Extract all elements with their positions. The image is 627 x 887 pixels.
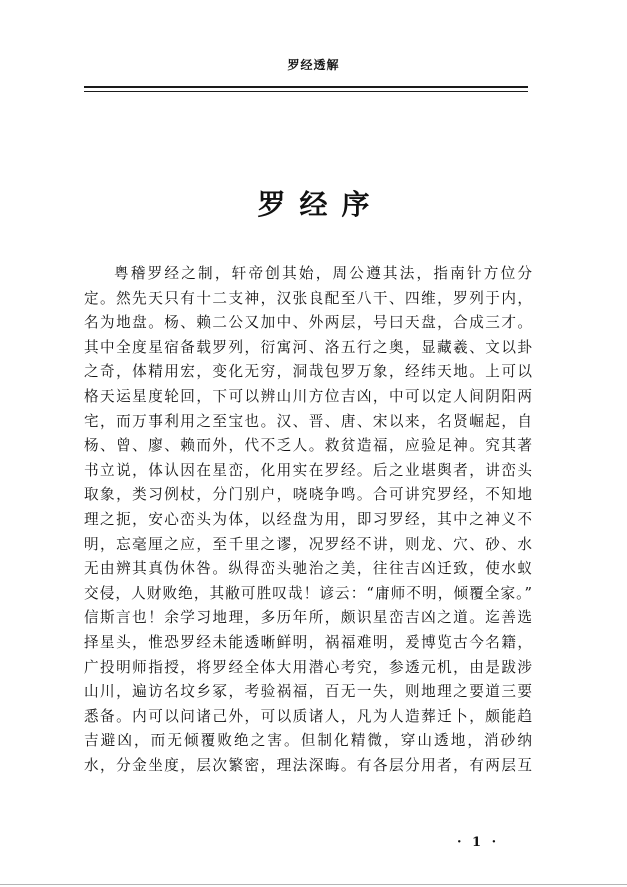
text-line: 水，分金坐度，层次繁密，理法深晦。有各层分用者，有两层互 <box>84 756 532 774</box>
text-line: 无由辨其真伪休咎。纵得峦头驰治之美，往往吉凶迁致，使水蚁 <box>84 560 532 578</box>
text-line: 其中全度星宿备载罗列，衍寓河、洛五行之奥，显藏羲、文以卦 <box>84 338 532 356</box>
header-rule-thick <box>84 86 528 88</box>
text-line: 交侵，人财败绝，其敝可胜叹哉！谚云：“庸师不明，倾覆全家。” <box>84 584 532 602</box>
text-line: 名为地盘。杨、赖二公又加中、外两层，号曰天盘，合成三才。 <box>84 314 532 332</box>
chapter-title: 罗经序 <box>257 188 384 221</box>
text-line: 取象，类习例杖，分门别户，哓哓争鸣。合可讲究罗经，不知地 <box>84 486 532 504</box>
running-head: 罗经透解 <box>287 58 340 72</box>
text-line: 书立说，体认因在星峦，化用实在罗经。后之业堪舆者，讲峦头 <box>84 461 532 479</box>
text-line: 之奇，体精用宏，变化无穷，洞哉包罗万象，经纬天地。上可以 <box>84 363 532 381</box>
text-line: 山川，遍访名坟乡冢，考验祸福，百无一失，则地理之要道三要 <box>84 683 532 701</box>
text-line: 宅，而万事利用之至宝也。汉、晋、唐、宋以来，名贤崛起，自 <box>84 412 532 430</box>
page-number: · 1 · <box>457 835 500 850</box>
text-line: 定。然先天只有十二支神，汉张良配至八干、四维，罗列于内， <box>84 289 532 307</box>
text-line: 广投明师指授，将罗经全体大用潜心考究，参透元机，由是跋涉 <box>84 658 532 676</box>
text-line: 明，忘毫厘之应，至千里之谬，况罗经不讲，则龙、穴、砂、水 <box>84 535 532 553</box>
text-line: 粤稽罗经之制，轩帝创其始，周公遵其法，指南针方位分 <box>114 265 532 282</box>
text-line: 杨、曾、廖、赖而外，代不乏人。救贫造福，应验足神。究其著 <box>84 437 532 455</box>
text-line: 理之扼，安心峦头为体，以经盘为用，即习罗经，其中之神义不 <box>84 510 532 528</box>
body-text <box>84 262 532 778</box>
text-line: 吉避凶，而无倾覆败绝之害。但制化精微，穿山透地，消砂纳 <box>84 732 532 750</box>
text-line: 格天运星度轮回，下可以辨山川方位吉凶，中可以定人间阴阳两 <box>84 387 532 405</box>
scan-bottom-edge <box>0 884 627 885</box>
text-line: 信斯言也！余学习地理，多历年所，颇识星峦吉凶之道。迄善选 <box>84 609 532 627</box>
text-line: 悉备。内可以问诸己外，可以质诸人，凡为人造葬迁卜，颇能趋 <box>84 707 532 725</box>
header-rule-thin <box>84 91 528 92</box>
text-line: 择星头，惟恐罗经未能透晰鲜明，祸福难明，爰博览古今名籍， <box>84 633 532 651</box>
